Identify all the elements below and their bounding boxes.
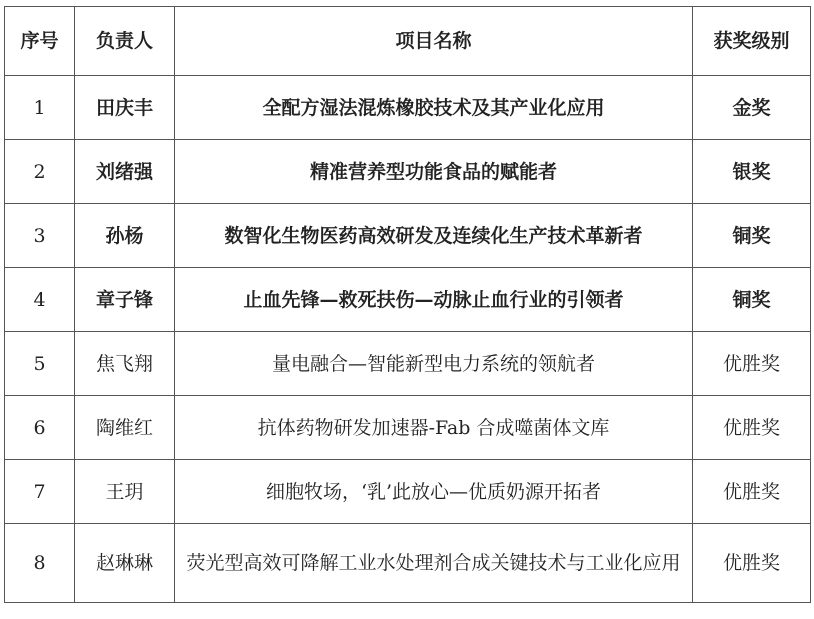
- table-row: [5, 524, 811, 603]
- table-row: [5, 268, 811, 332]
- table-row: [5, 76, 811, 140]
- row-leader: 田庆丰: [75, 76, 175, 140]
- row-leader: 刘绪强: [75, 140, 175, 204]
- row-no: 3: [5, 204, 75, 268]
- row-project: 荧光型高效可降解工业水处理剂合成关键技术与工业化应用: [175, 524, 693, 603]
- table-row: [5, 204, 811, 268]
- row-no: 8: [5, 524, 75, 603]
- row-leader: 章子锋: [75, 268, 175, 332]
- row-no: 4: [5, 268, 75, 332]
- row-no: 5: [5, 332, 75, 396]
- row-project: 止血先锋—救死扶伤—动脉止血行业的引领者: [175, 268, 693, 332]
- table-row: [5, 332, 811, 396]
- row-award: 优胜奖: [693, 396, 811, 460]
- row-project: 精准营养型功能食品的赋能者: [175, 140, 693, 204]
- row-project: 抗体药物研发加速器-Fab 合成噬菌体文库: [175, 396, 693, 460]
- row-award: 金奖: [693, 76, 811, 140]
- header-award: 获奖级别: [693, 7, 811, 76]
- row-leader: 王玥: [75, 460, 175, 524]
- row-project: 细胞牧场，‘乳’此放心—优质奶源开拓者: [175, 460, 693, 524]
- awards-table: [4, 6, 811, 603]
- row-project: 量电融合—智能新型电力系统的领航者: [175, 332, 693, 396]
- row-leader: 孙杨: [75, 204, 175, 268]
- row-leader: 陶维红: [75, 396, 175, 460]
- table-row: [5, 140, 811, 204]
- header-project: 项目名称: [175, 7, 693, 76]
- header-row: [5, 7, 811, 76]
- row-leader: 焦飞翔: [75, 332, 175, 396]
- row-no: 1: [5, 76, 75, 140]
- row-award: 优胜奖: [693, 524, 811, 603]
- row-project: 全配方湿法混炼橡胶技术及其产业化应用: [175, 76, 693, 140]
- row-no: 7: [5, 460, 75, 524]
- table-row: [5, 396, 811, 460]
- row-leader: 赵琳琳: [75, 524, 175, 603]
- row-no: 6: [5, 396, 75, 460]
- row-no: 2: [5, 140, 75, 204]
- header-leader: 负责人: [75, 7, 175, 76]
- row-award: 优胜奖: [693, 460, 811, 524]
- row-award: 铜奖: [693, 268, 811, 332]
- row-award: 优胜奖: [693, 332, 811, 396]
- header-no: 序号: [5, 7, 75, 76]
- row-award: 银奖: [693, 140, 811, 204]
- row-project: 数智化生物医药高效研发及连续化生产技术革新者: [175, 204, 693, 268]
- row-award: 铜奖: [693, 204, 811, 268]
- table-row: [5, 460, 811, 524]
